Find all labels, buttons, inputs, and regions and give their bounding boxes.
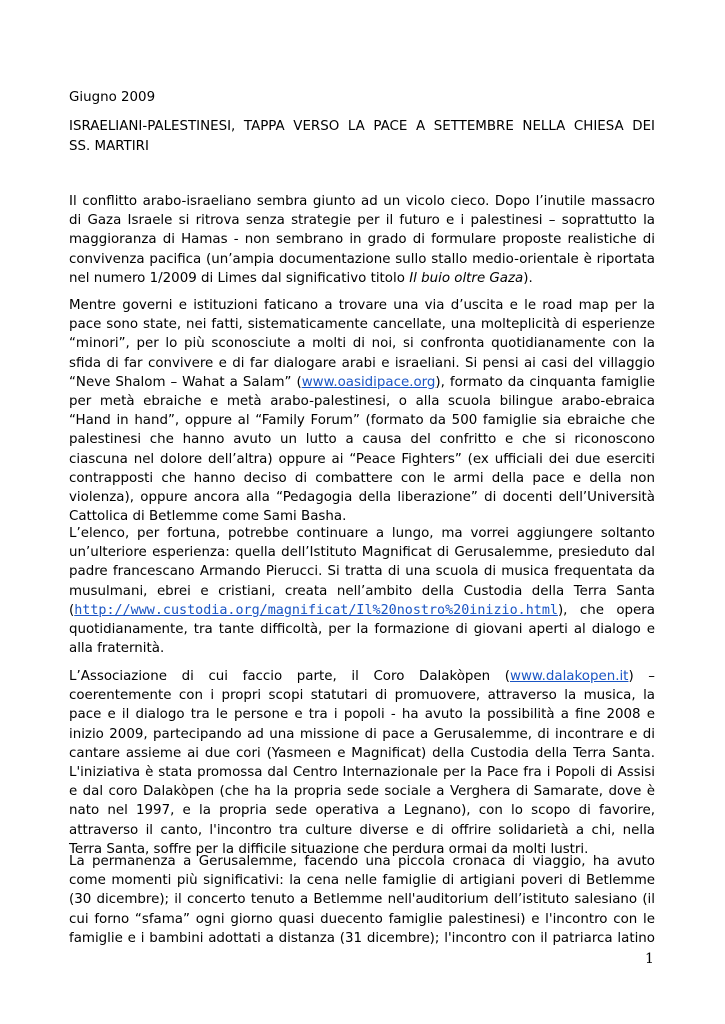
- custodia-link[interactable]: http://www.custodia.org/magnificat/Il%20nostro%20inizio.html: [74, 602, 558, 618]
- text-fragment: ).: [523, 270, 533, 286]
- text-line: maggioranza di Hamas - non sembrano in grado di formulare proposte realistiche di: [69, 232, 655, 248]
- text-line: pace e il dialogo tra le persone e tra i popoli - ha avuto la possibilità a fine 2008 e: [69, 707, 655, 723]
- dalakopen-link[interactable]: www.dalakopen.it: [510, 669, 629, 684]
- text-line: alla fraternità.: [69, 641, 165, 657]
- text-line: pace sono state, nei fatti, sistematicamente cancellate, una molteplicità di esperienze: [69, 317, 655, 333]
- text-line: contrapposti che hanno deciso di combattere con le armi della pace e della non: [69, 470, 655, 486]
- text-fragment: nel numero 1/2009 di Limes dal significativo titolo: [69, 270, 410, 286]
- text-line: Terra Santa, soffre per la difficile situazione che perdura ormai da molti lustri.: [69, 841, 589, 857]
- text-line: nato nel 1997, e la propria sede operativa a Legnano), con lo scopo di favorire,: [69, 803, 655, 819]
- text-line: coerentemente con i propri scopi statutari di promuovere, attraverso la musica, la: [69, 688, 655, 704]
- text-line: sfida di far convivere e di far dialogare arabi e israeliani. Si pensi ai casi del villaggio: [69, 355, 655, 371]
- text-line: convivenza pacifica (un’ampia documentazione sullo stallo medio-orientale è riportata: [69, 251, 655, 267]
- text-line: Cattolica di Betlemme come Sami Basha.: [69, 509, 347, 525]
- headline-line: ISRAELIANI-PALESTINESI, TAPPA VERSO LA PACE A SETTEMBRE NELLA CHIESA DEI: [69, 119, 655, 134]
- magazine-title: Il buio oltre Gaza: [409, 270, 524, 286]
- text-fragment: “Neve Shalom – Wahat a Salam” (: [69, 374, 302, 390]
- text-line: “minori”, per lo più sconosciute a molti di noi, si confronta quotidianamente con la: [69, 336, 655, 352]
- text-line: come momenti più significativi: la cena nelle famiglie di artigiani poveri di Betlemme: [69, 873, 655, 889]
- text-line: Mentre governi e istituzioni faticano a trovare una via d’uscita e le road map per la: [69, 298, 655, 313]
- text-line: violenza), oppure ancora alla “Pedagogia della liberazione” di docenti dell’Università: [69, 490, 655, 506]
- text-line: ciascuna nel dolore dell’altra) oppure ai “Peace Fighters” (ex ufficiali dei due eserciti: [69, 451, 655, 467]
- text-fragment: ), formato da cinquanta famiglie: [435, 374, 655, 390]
- paragraph-dalakopen: [69, 667, 655, 859]
- headline-line: SS. MARTIRI: [69, 139, 149, 154]
- text-line: attraverso il canto, l'incontro tra culture diverse e di offrire solidarietà a chi, nella: [69, 822, 655, 838]
- text-line: inizio 2009, partecipando ad una missione di pace a Gerusalemme, di incontrare e di: [69, 726, 655, 742]
- paragraph-intro: [69, 192, 655, 288]
- paragraph-magnificat: [69, 524, 655, 658]
- oasidipace-link[interactable]: www.oasidipace.org: [301, 374, 436, 390]
- text-line: famiglie e i bambini adottati a distanza (31 dicembre); l'incontro con il patriarca latino: [69, 930, 655, 946]
- text-line: L’elenco, per fortuna, potrebbe continuare a lungo, ma vorrei aggiungere soltanto: [69, 526, 655, 541]
- text-line: La permanenza a Gerusalemme, facendo una piccola cronaca di viaggio, ha avuto: [69, 854, 655, 869]
- text-line: (30 dicembre); il concerto tenuto a Betlemme nell'auditorium dell’istituto salesiano (il: [69, 892, 655, 908]
- document-date: Giugno 2009: [69, 90, 156, 105]
- text-line: quotidianamente, tra tante difficoltà, per la formazione di giovani aperti al dialogo e: [69, 622, 655, 638]
- text-line: L'iniziativa è stata promossa dal Centro Internazionale per la Pace fra i Popoli di Assisi: [69, 765, 655, 781]
- text-line: di Gaza Israele si ritrova senza strategie per il futuro e i palestinesi – soprattutto la: [69, 213, 655, 229]
- paragraph-jerusalem-stay: [69, 852, 655, 948]
- text-line: [69, 269, 655, 288]
- text-line: [69, 373, 655, 392]
- text-fragment: ), che opera: [557, 602, 655, 618]
- text-fragment: L’Associazione di cui faccio parte, il Coro Dalakòpen (: [69, 669, 510, 684]
- page-number: 1: [645, 951, 654, 967]
- text-line: musulmani, ebrei e cristiani, creata nell’ambito della Custodia della Terra Santa: [69, 583, 655, 599]
- text-fragment: (: [69, 602, 75, 618]
- text-line: e dal coro Dalakòpen (che ha la propria sede sociale a Verghera di Samarate, dove è: [69, 784, 655, 800]
- text-line: cantare assieme ai due cori (Yasmeen e Magnificat) della Custodia della Terra Santa.: [69, 745, 655, 761]
- text-line: cui forno “sfama” ogni giorno quasi duecento famiglie palestinesi) e l'incontro con le: [69, 911, 655, 927]
- text-fragment: ) –: [628, 669, 655, 684]
- text-line: palestinesi che hanno avuto un lutto a causa del confritto e che si riconoscono: [69, 432, 655, 448]
- text-line: “Hand in hand”, oppure al “Family Forum” (formato da 500 famiglie sia ebraiche che: [69, 413, 655, 429]
- text-line: padre francescano Armando Pierucci. Si tratta di una scuola di musica frequentata da: [69, 564, 655, 580]
- paragraph-experiences: [69, 296, 655, 526]
- text-line: Il conflitto arabo-israeliano sembra giunto ad un vicolo cieco. Dopo l’inutile massacro: [69, 194, 655, 209]
- document-headline: [69, 117, 655, 157]
- text-line: [69, 601, 655, 620]
- text-line: un’ulteriore esperienza: quella dell’Istituto Magnificat di Gerusalemme, presieduto dal: [69, 545, 655, 561]
- text-line: [69, 667, 655, 686]
- text-line: per metà ebraiche e metà arabo-palestinesi, o alla scuola bilingue arabo-ebraica: [69, 394, 655, 410]
